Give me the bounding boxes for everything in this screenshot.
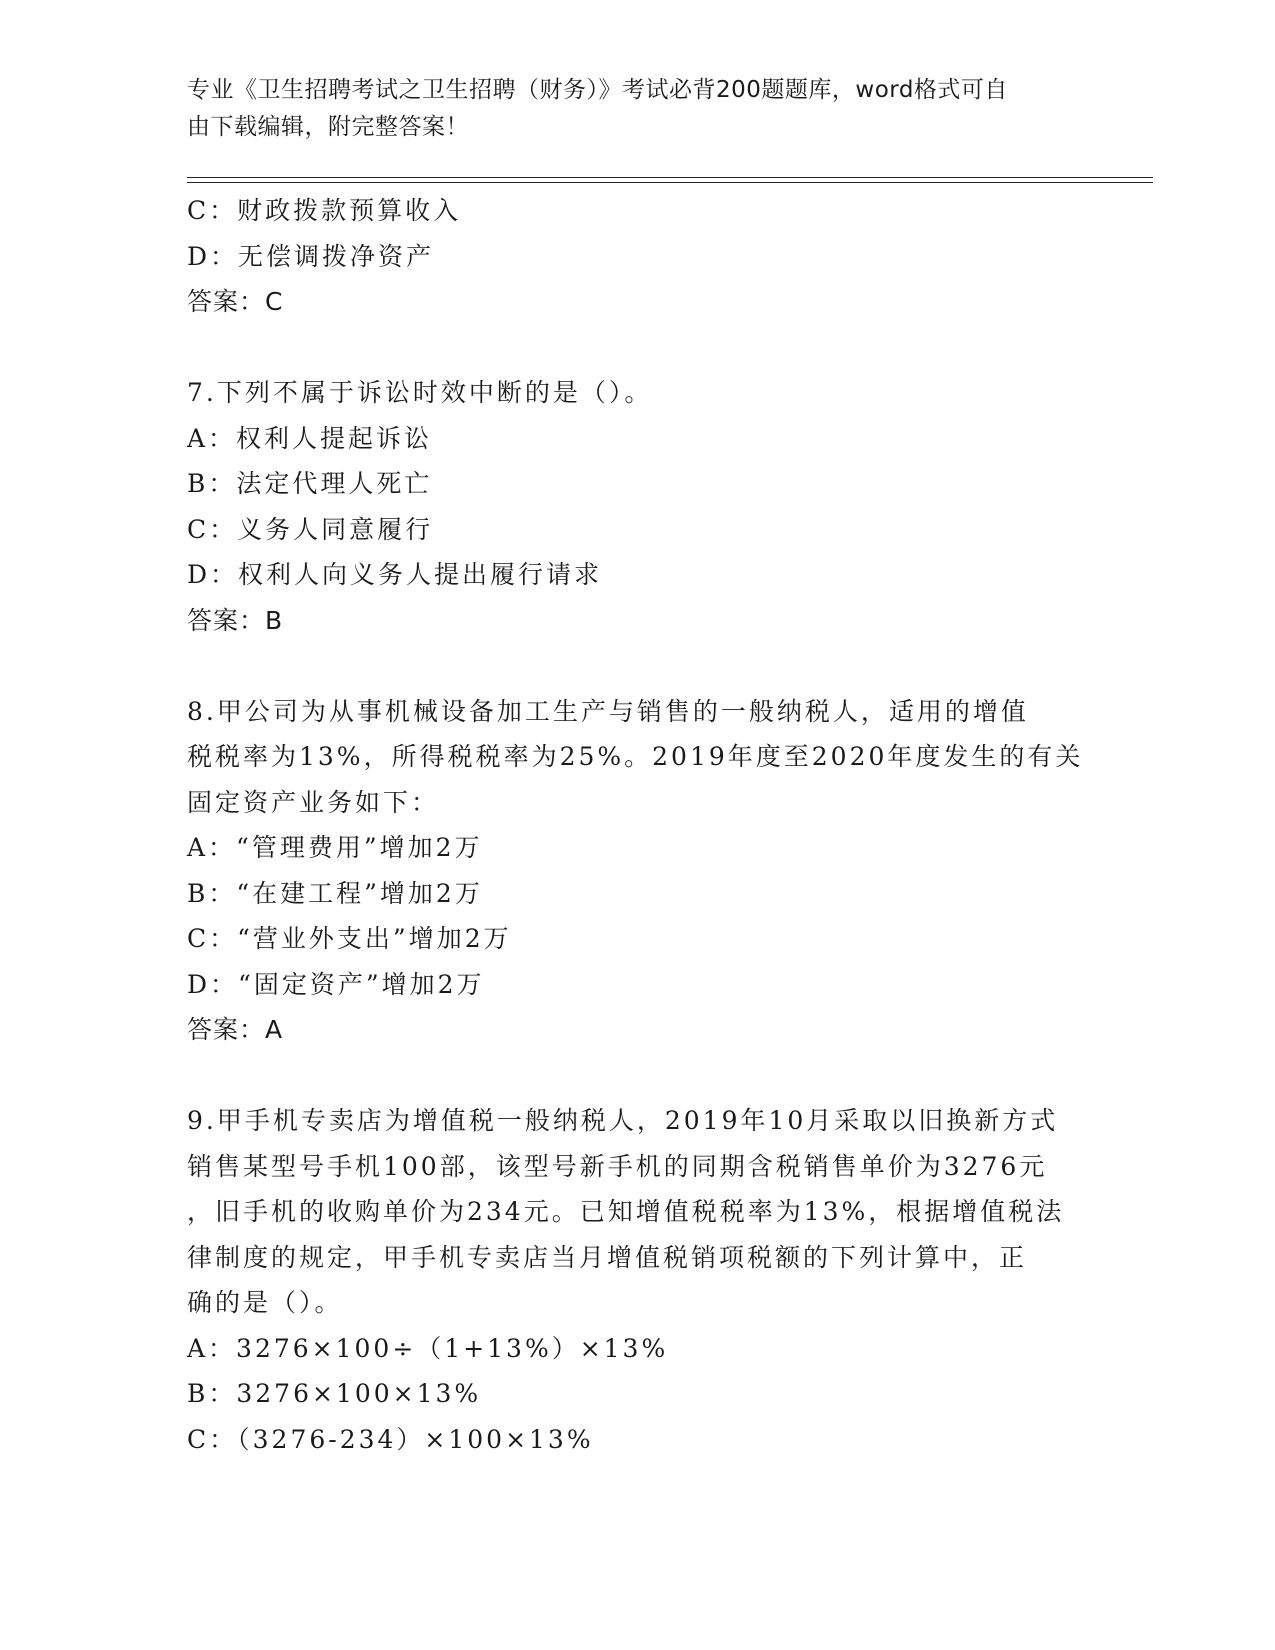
option-a: A：“管理费用”增加2万 [187,833,483,862]
header-line-1: 专业《卫生招聘考试之卫生招聘（财务）》考试必背200题题库，word格式可自 [187,77,1008,103]
document-body [187,188,1087,1462]
option-b: B：3276×100×13% [187,1379,482,1408]
answer-line: 答案：B [187,605,284,635]
option-c: C：财政拨款预算收入 [187,196,462,225]
header-divider-top [187,177,1153,178]
question-text-line-3: ，旧手机的收购单价为234元。已知增值税税率为13%，根据增值税法 [187,1197,1065,1226]
question-text-line-3: 固定资产业务如下： [187,787,440,817]
question-text-line-1: 9.甲手机专卖店为增值税一般纳税人，2019年10月采取以旧换新方式 [187,1106,1059,1135]
header-line-2: 由下载编辑，附完整答案！ [187,114,469,140]
answer-line: 答案：A [187,1015,284,1044]
option-c: C：（3276-234）×100×13% [187,1424,594,1454]
question-text: 7.下列不属于诉讼时效中断的是（）。 [187,378,653,407]
question-8 [187,689,1087,1053]
spacer [187,643,1087,689]
option-d: D：无偿调拨净资产 [187,241,435,271]
question-9 [187,1098,1087,1462]
answer-line: 答案：C [187,287,284,316]
option-b: B：“在建工程”增加2万 [187,878,483,908]
option-c: C：义务人同意履行 [187,514,434,544]
option-c: C：“营业外支出”增加2万 [187,924,512,953]
question-6-tail [187,188,1087,325]
document-header [187,72,1067,146]
option-a: A：3276×100÷（1+13%）×13% [187,1333,669,1363]
header-divider-bottom [187,182,1153,183]
spacer [187,1053,1087,1099]
option-b: B：法定代理人死亡 [187,469,433,498]
question-text-line-5: 确的是（）。 [187,1288,343,1317]
option-a: A：权利人提起诉讼 [187,423,433,453]
question-text-line-2: 税税率为13%，所得税税率为25%。2019年度至2020年度发生的有关 [187,742,1084,771]
spacer [187,325,1087,371]
question-7 [187,370,1087,643]
question-text-line-1: 8.甲公司为从事机械设备加工生产与销售的一般纳税人，适用的增值 [187,696,1029,726]
option-d: D：权利人向义务人提出履行请求 [187,560,603,589]
question-text-line-2: 销售某型号手机100部，该型号新手机的同期含税销售单价为3276元 [187,1151,1048,1181]
question-text-line-4: 律制度的规定，甲手机专卖店当月增值税销项税额的下列计算中，正 [187,1242,1028,1272]
option-d: D：“固定资产”增加2万 [187,969,485,999]
